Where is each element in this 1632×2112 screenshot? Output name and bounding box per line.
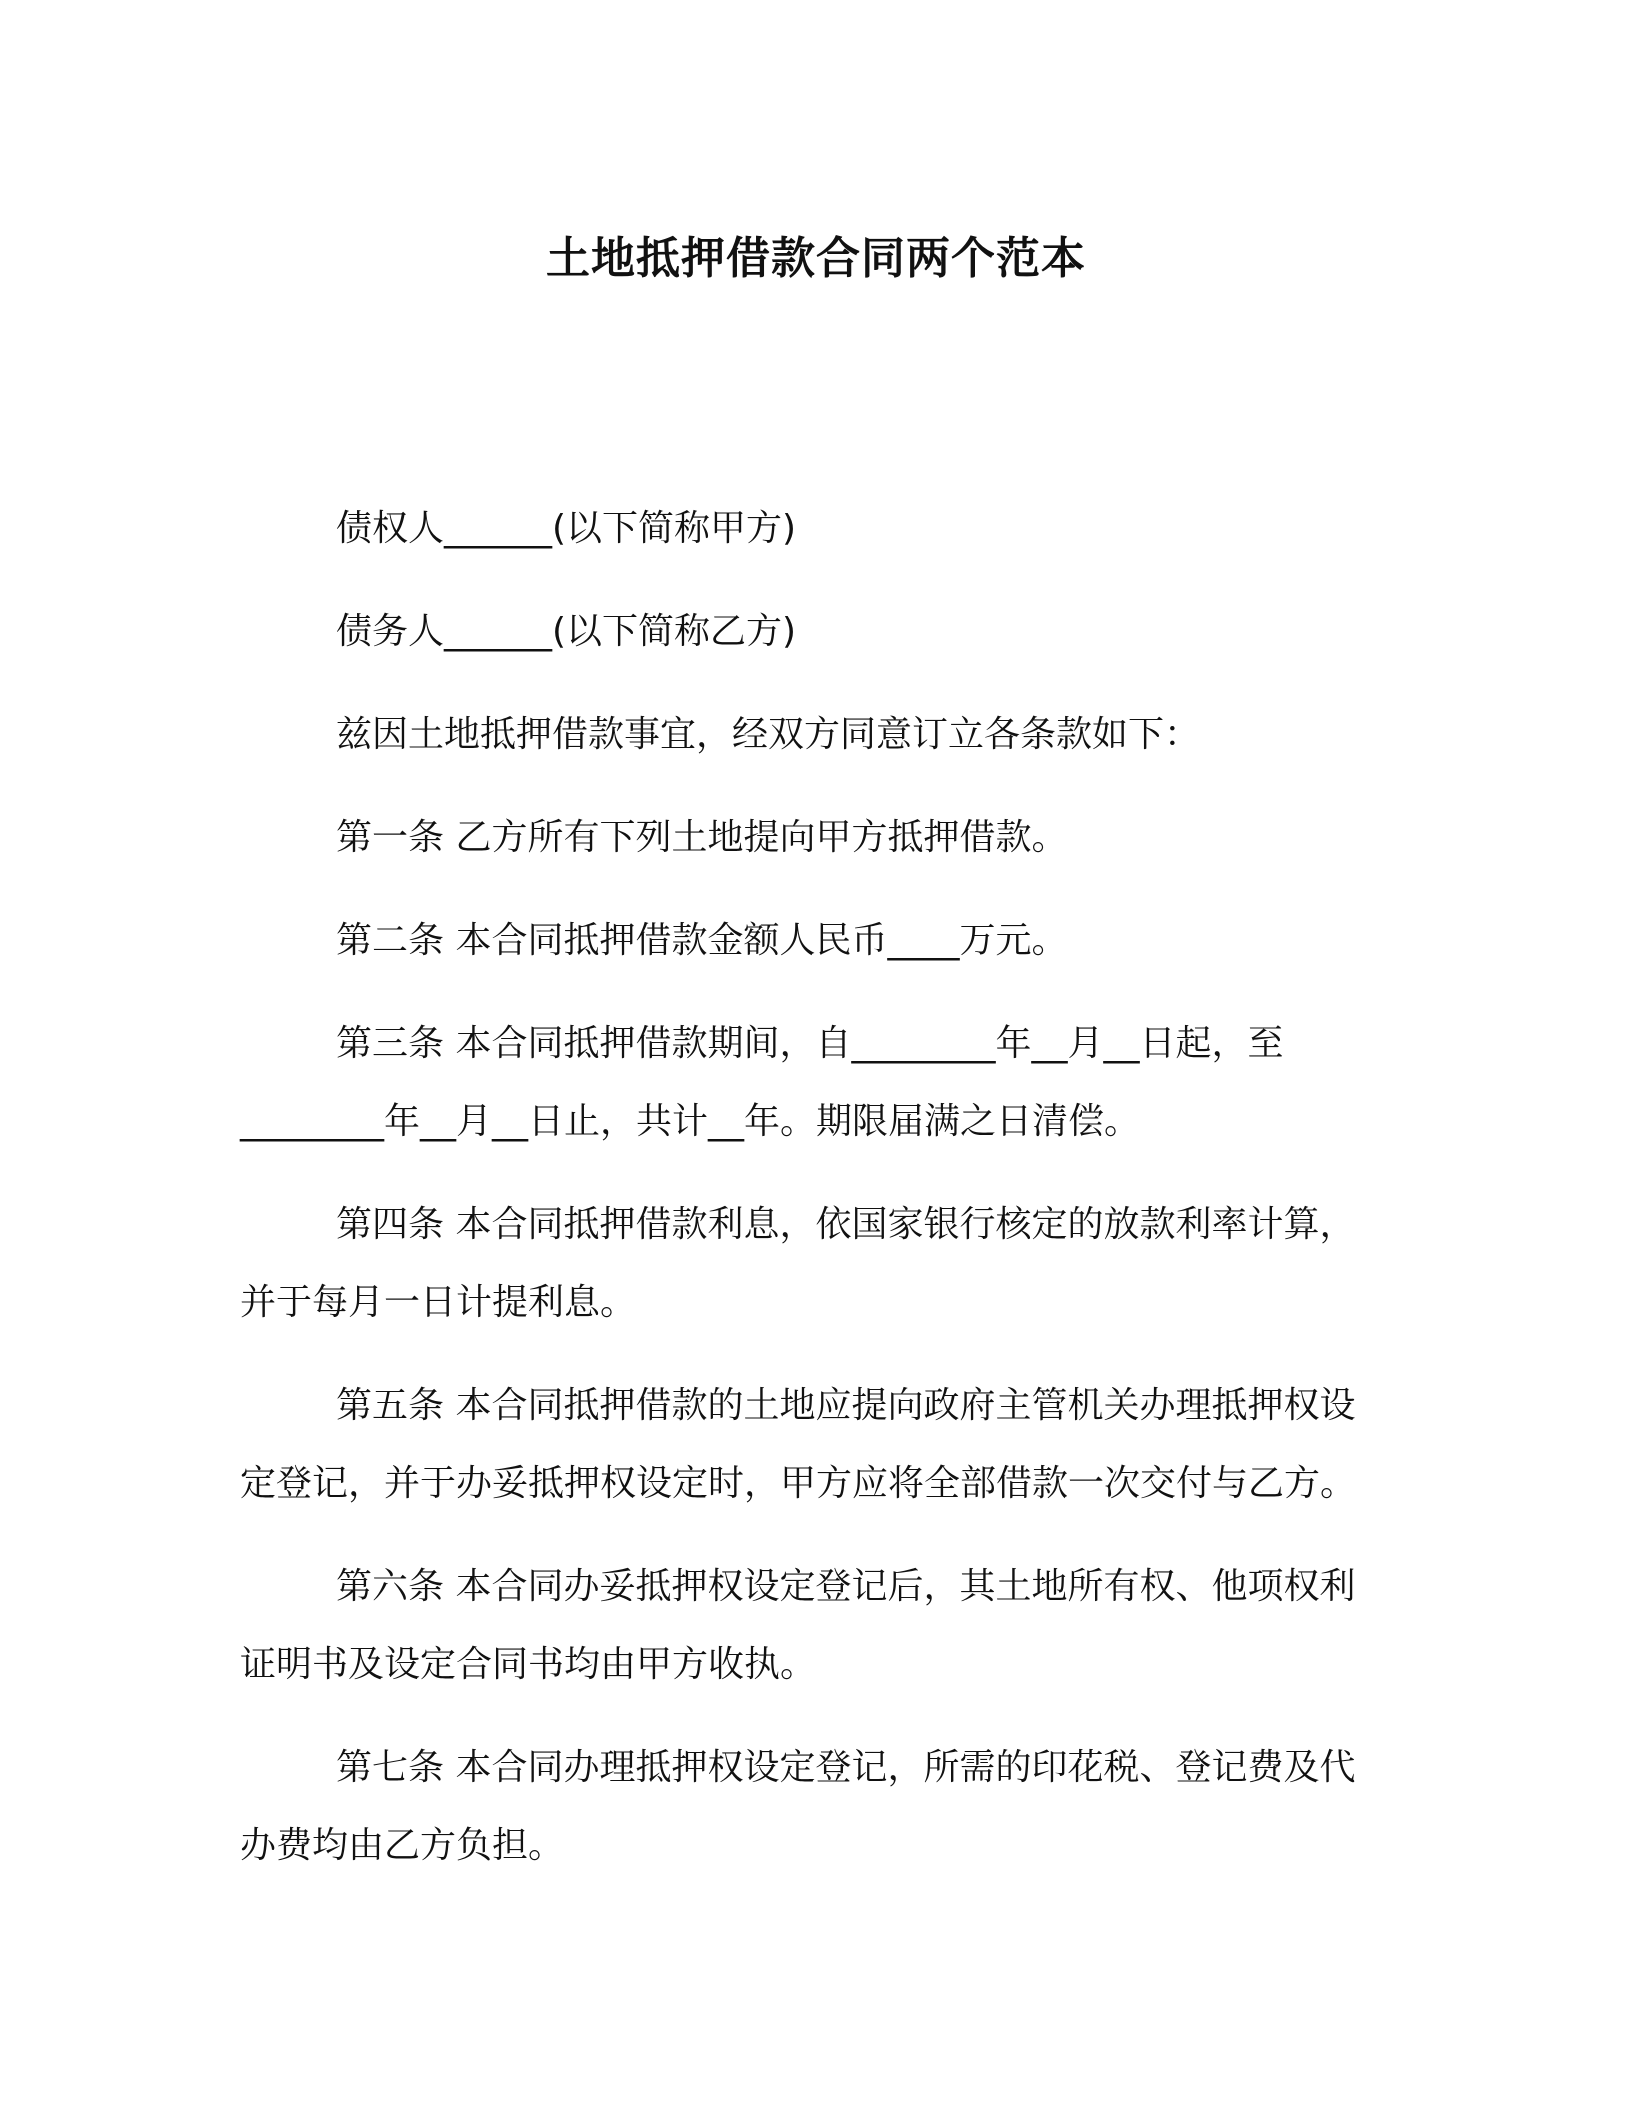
paragraph-debtor: 债务人______(以下简称乙方) (336, 611, 797, 652)
article-5: 第五条 本合同抵押借款的土地应提向政府主管机关办理抵押权设定登记，并于办妥抵押权设定时，甲方应将全部借款一次交付与乙方。 (240, 1385, 1357, 1504)
document-title: 土地抵押借款合同两个范本 (546, 233, 1086, 284)
article-7: 第七条 本合同办理抵押权设定登记，所需的印花税、登记费及代办费均由乙方负担。 (240, 1747, 1356, 1866)
paragraph-creditor: 债权人______(以下简称甲方) (336, 508, 797, 549)
article-3: 第三条 本合同抵押借款期间，自________年__月__日起，至________年__月__日止，共计__年。期限届满之日清偿。 (240, 1023, 1284, 1142)
paragraph-preamble: 兹因土地抵押借款事宜，经双方同意订立各条款如下： (336, 714, 1201, 755)
article-6: 第六条 本合同办妥抵押权设定登记后，其土地所有权、他项权利证明书及设定合同书均由甲方收执。 (240, 1566, 1356, 1685)
article-4: 第四条 本合同抵押借款利息，依国家银行核定的放款利率计算，并于每月一日计提利息。 (240, 1204, 1356, 1323)
article-2: 第二条 本合同抵押借款金额人民币____万元。 (336, 920, 1068, 961)
article-1: 第一条 乙方所有下列土地提向甲方抵押借款。 (336, 817, 1068, 858)
document-body (240, 490, 1384, 1885)
